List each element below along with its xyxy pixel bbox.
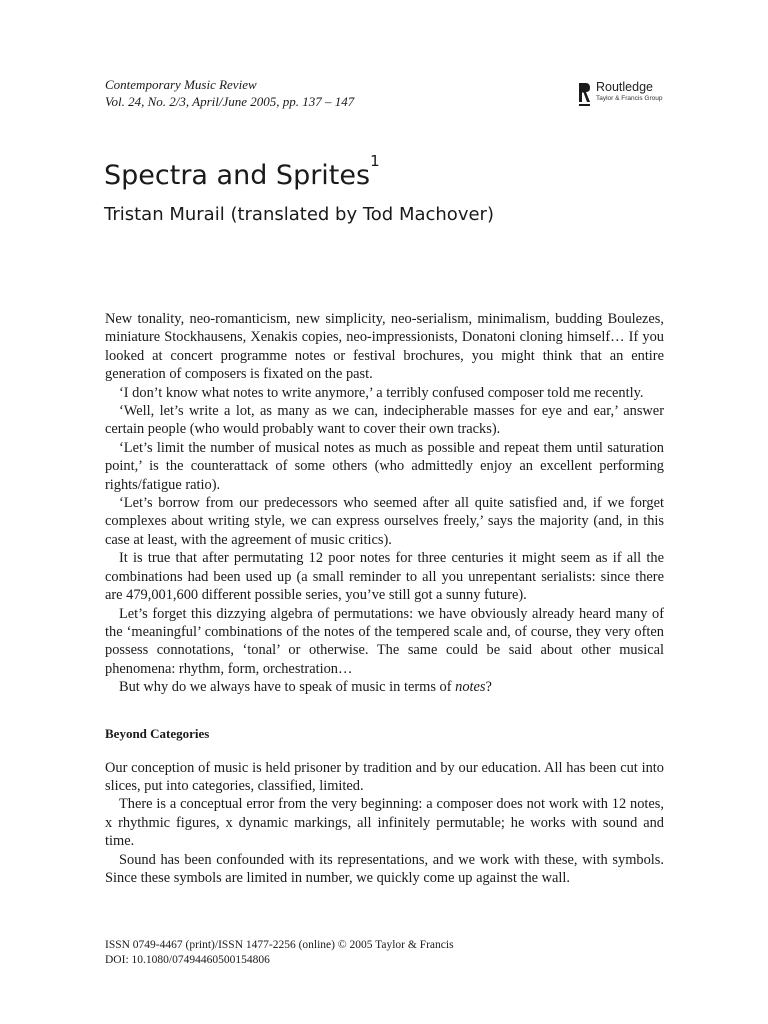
article-body	[105, 310, 664, 887]
page-footer	[105, 938, 454, 968]
publisher-name: Routledge	[596, 80, 653, 94]
article-title-text: Spectra and Sprites	[104, 160, 371, 191]
routledge-logo-icon	[576, 80, 592, 108]
paragraph: There is a conceptual error from the very beginning: a composer does not work with 12 notes, x rhythmic figures, x dynamic markings, all infinitely permutable; he works with sound and time.	[105, 796, 664, 850]
journal-header	[105, 76, 354, 110]
section-heading: Beyond Categories	[105, 725, 210, 741]
paragraph-last	[105, 678, 664, 696]
paragraph: ‘Let’s borrow from our predecessors who seemed after all quite satisfied and, if we forget complexes about writing style, we can express ourselves freely,’ says the majority (and, in this case at least, with the agreement of music critics).	[105, 495, 664, 548]
paragraph: Our conception of music is held prisoner by tradition and by our education. All has been cut into slices, put into categories, classified, limited.	[105, 759, 664, 794]
journal-issue: Vol. 24, No. 2/3, April/June 2005, pp. 137 – 147	[105, 94, 355, 109]
doi-line: DOI: 10.1080/07494460500154806	[105, 954, 270, 966]
issn-line: ISSN 0749-4467 (print)/ISSN 1477-2256 (online) © 2005 Taylor & Francis	[105, 939, 454, 951]
paragraph: ‘I don’t know what notes to write anymore,’ a terribly confused composer told me recently.	[119, 384, 644, 401]
paragraph: New tonality, neo-romanticism, new simplicity, neo-serialism, minimalism, budding Boulezes, miniature Stockhausens, Xenakis copies, neo-impressionists, Donatoni cloning himself… If you looked at concert programme notes or festival brochures, you might think that an entire generation of composers is fixated on the past.	[105, 311, 664, 383]
emphasis-notes: notes	[455, 679, 486, 696]
journal-name: Contemporary Music Review	[105, 77, 257, 92]
paragraph: ‘Well, let’s write a lot, as many as we can, indecipherable masses for eye and ear,’ answer certain people (who would probably want to cover their own tracks).	[105, 403, 664, 438]
paragraph-punct: ?	[485, 679, 492, 696]
publisher-group: Taylor & Francis Group	[596, 95, 663, 102]
publisher-logo	[576, 80, 662, 108]
title-footnote-marker: 1	[370, 152, 380, 170]
paragraph: Let’s forget this dizzying algebra of permutations: we have obviously already heard many of the ‘meaningful’ combinations of the notes of the tempered scale and, of course, they very often possess connotations, ‘tonal’ or otherwise. The same could be said about other musical phenomena: rhythm, form, orchestration…	[105, 605, 664, 677]
paragraph-text: But why do we always have to speak of music in terms of	[119, 679, 456, 696]
paragraph: Sound has been confounded with its representations, and we work with these, with symbols. Since these symbols are limited in number, we quickly come up against the wall.	[105, 851, 664, 886]
paragraph: It is true that after permutating 12 poor notes for three centuries it might seem as if all the combinations had been used up (a small reminder to all you unrepentant serialists: since there are 479,001,600 different possible series, you’ve still got a sunny future).	[105, 550, 664, 604]
article-title	[104, 152, 380, 194]
article-author: Tristan Murail (translated by Tod Machover)	[104, 204, 494, 225]
paragraph: ‘Let’s limit the number of musical notes as much as possible and repeat them until saturation point,’ is the counterattack of some others (who admittedly enjoy an excellent performing rights/fatigue ratio).	[105, 439, 664, 493]
